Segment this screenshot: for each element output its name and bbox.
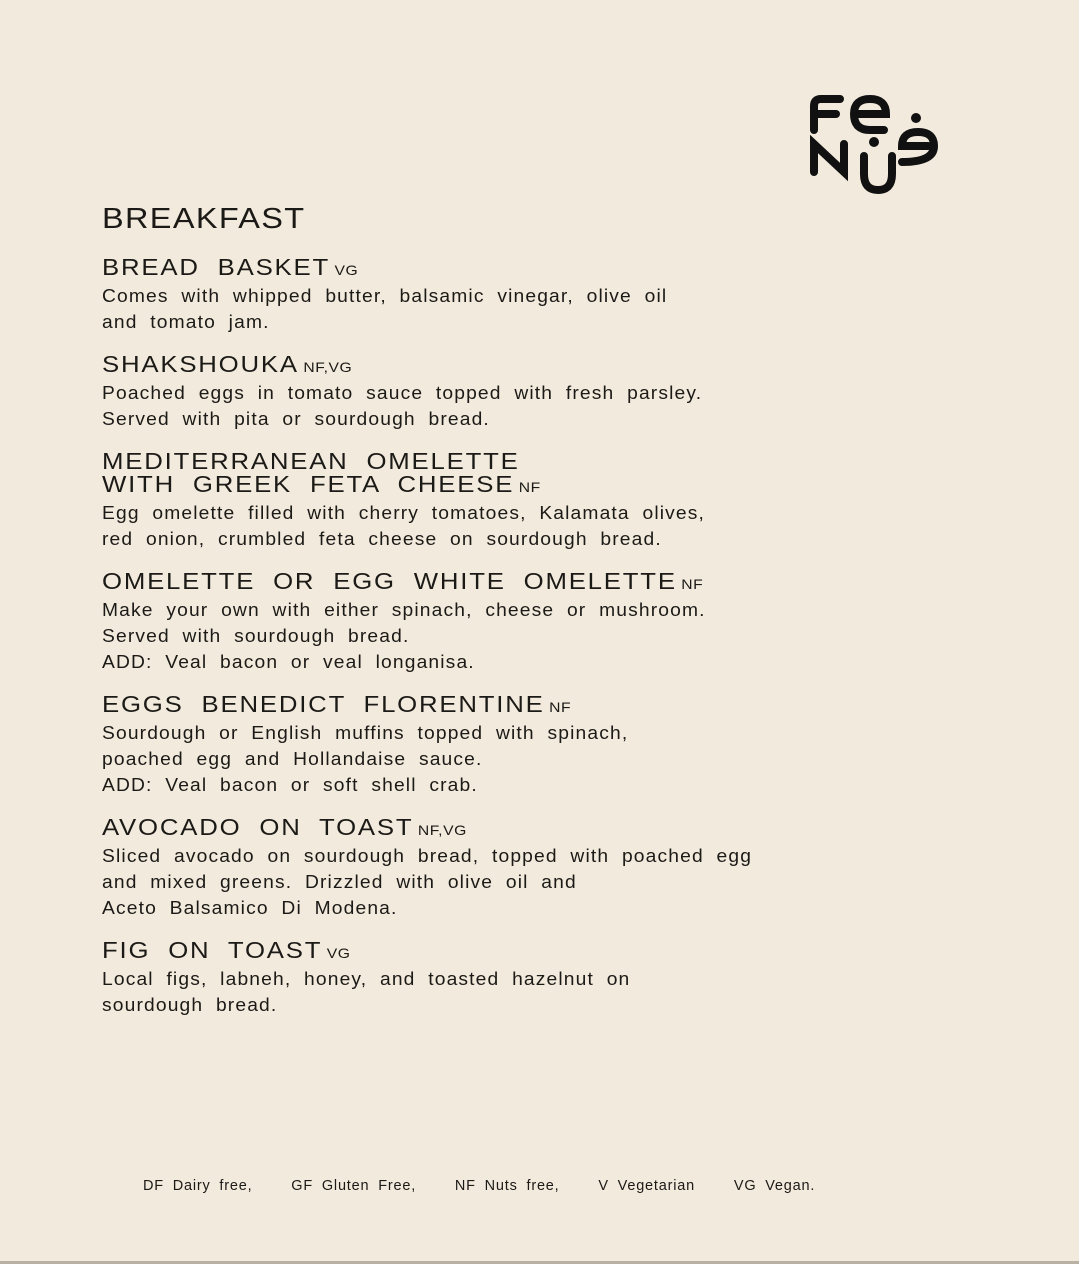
item-name: BREAD BASKET VG <box>102 254 359 280</box>
item-name: FIG ON TOAST VG <box>102 937 351 963</box>
menu-item <box>102 252 982 335</box>
legend-item-df: DF Dairy free, <box>143 1178 253 1194</box>
menu-content <box>102 200 982 1018</box>
diet-tag: NF,VG <box>417 822 467 838</box>
legend-item-vg: VG Vegan. <box>733 1178 816 1194</box>
item-description: Sliced avocado on sourdough bread, topped with poached egg and mixed greens. Drizzled with olive oil and Aceto Balsamico Di Modena. <box>102 845 753 918</box>
diet-tag: NF <box>549 699 572 715</box>
section-title: BREAKFAST <box>102 203 306 235</box>
item-name: OMELETTE OR EGG WHITE OMELETTE NF <box>102 568 704 594</box>
menu-item <box>102 349 982 432</box>
diet-tag: VG <box>326 945 351 961</box>
diet-tag: NF,VG <box>303 359 353 375</box>
item-name: MEDITERRANEAN OMELETTE WITH GREEK FETA CHEESE NF <box>102 448 541 497</box>
menu-item <box>102 446 982 552</box>
dietary-legend <box>143 1178 943 1194</box>
fenue-logo-icon <box>806 90 940 196</box>
diet-tag: NF <box>681 576 704 592</box>
item-description: Poached eggs in tomato sauce topped with fresh parsley. Served with pita or sourdough bread. <box>102 382 703 429</box>
item-description: Comes with whipped butter, balsamic vinegar, olive oil and tomato jam. <box>102 285 668 332</box>
item-name: AVOCADO ON TOAST NF,VG <box>102 814 467 840</box>
legend-item-nf: NF Nuts free, <box>454 1178 560 1194</box>
item-description: Local figs, labneh, honey, and toasted hazelnut on sourdough bread. <box>102 968 631 1015</box>
menu-item <box>102 566 982 675</box>
item-name: SHAKSHOUKA NF,VG <box>102 351 353 377</box>
item-name: EGGS BENEDICT FLORENTINE NF <box>102 691 572 717</box>
menu-item <box>102 935 982 1018</box>
legend-item-v: V Vegetarian <box>598 1178 695 1194</box>
item-description: Egg omelette filled with cherry tomatoes, Kalamata olives, red onion, crumbled feta cheese on sourdough bread. <box>102 502 706 549</box>
diet-tag: VG <box>334 262 359 278</box>
menu-item <box>102 812 982 921</box>
item-description: Make your own with either spinach, cheese or mushroom. Served with sourdough bread. ADD: Veal bacon or veal longanisa. <box>102 599 706 672</box>
menu-item <box>102 689 982 798</box>
diet-tag: NF <box>518 479 541 495</box>
item-description: Sourdough or English muffins topped with spinach, poached egg and Hollandaise sauce. ADD: Veal bacon or soft shell crab. <box>102 722 629 795</box>
legend-item-gf: GF Gluten Free, <box>291 1178 417 1194</box>
